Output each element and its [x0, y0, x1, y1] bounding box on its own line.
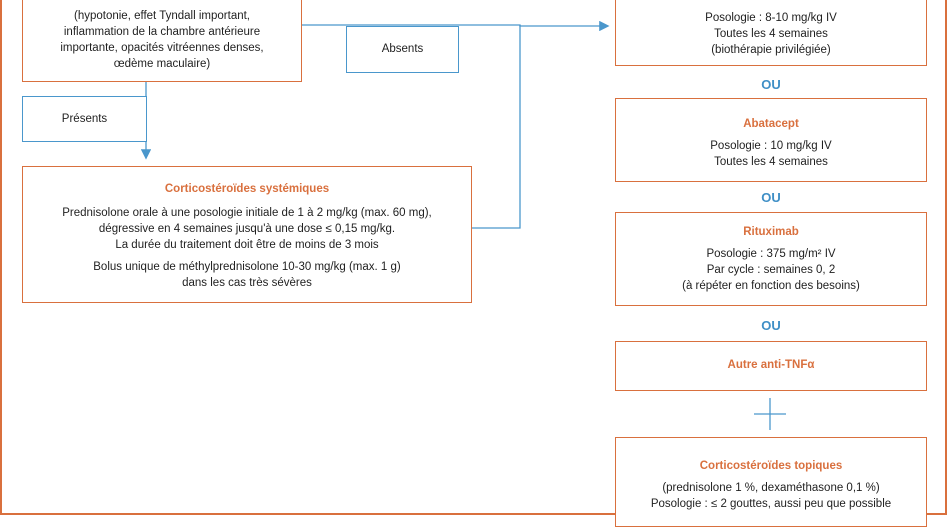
- systemic-corticosteroids-title: Corticostéroïdes systémiques: [164, 183, 330, 195]
- absents-label: Absents: [346, 26, 459, 73]
- systemic-line: Prednisolone orale à une posologie initiale de 1 à 2 mg/kg (max. 60 mg),: [62, 207, 432, 219]
- topical-line: Posologie : ≤ 2 gouttes, aussi peu que possible: [650, 498, 892, 510]
- anti-tnf-title: Autre anti-TNFα: [727, 359, 815, 371]
- systemic-line: dégressive en 4 semaines jusqu'à une dose ≤ 0,15 mg/kg.: [98, 223, 396, 235]
- abatacept-title: Abatacept: [743, 118, 799, 130]
- or-label: OU: [761, 190, 781, 205]
- findings-line: œdème maculaire): [113, 58, 211, 70]
- connector-cortico-to-absents: [472, 25, 520, 228]
- rituximab-title: Rituximab: [743, 226, 799, 238]
- top-right-line: (biothérapie privilégiée): [711, 44, 831, 56]
- systemic-corticosteroids-box: [22, 166, 472, 303]
- findings-box: [22, 0, 302, 82]
- topical-line: (prednisolone 1 %, dexaméthasone 0,1 %): [662, 482, 880, 494]
- anti-tnf-box: [615, 341, 927, 391]
- systemic-line: Bolus unique de méthylprednisolone 10-30 mg/kg (max. 1 g): [93, 261, 401, 273]
- abatacept-line: Toutes les 4 semaines: [714, 156, 828, 168]
- topical-corticosteroids-box: [615, 437, 927, 527]
- rituximab-line: Par cycle : semaines 0, 2: [706, 264, 836, 276]
- findings-line: importante, opacités vitréennes denses,: [60, 42, 264, 54]
- systemic-line: dans les cas très sévères: [182, 277, 312, 289]
- topical-corticosteroids-title: Corticostéroïdes topiques: [699, 460, 843, 472]
- findings-line: inflammation de la chambre antérieure: [63, 26, 261, 38]
- abatacept-line: Posologie : 10 mg/kg IV: [710, 140, 832, 152]
- or-label: OU: [761, 77, 781, 92]
- findings-line: (hypotonie, effet Tyndall important,: [73, 10, 250, 22]
- rituximab-line: (à répéter en fonction des besoins): [682, 280, 860, 292]
- rituximab-line: Posologie : 375 mg/m² IV: [706, 248, 836, 260]
- abatacept-box: [615, 98, 927, 182]
- presents-label: Présents: [22, 96, 147, 142]
- top-right-line: Posologie : 8-10 mg/kg IV: [705, 12, 837, 24]
- systemic-line: La durée du traitement doit être de moins de 3 mois: [115, 239, 379, 251]
- top-right-treatment-box: [615, 0, 927, 66]
- rituximab-box: [615, 212, 927, 306]
- top-right-line: Toutes les 4 semaines: [714, 28, 828, 40]
- or-label: OU: [761, 318, 781, 333]
